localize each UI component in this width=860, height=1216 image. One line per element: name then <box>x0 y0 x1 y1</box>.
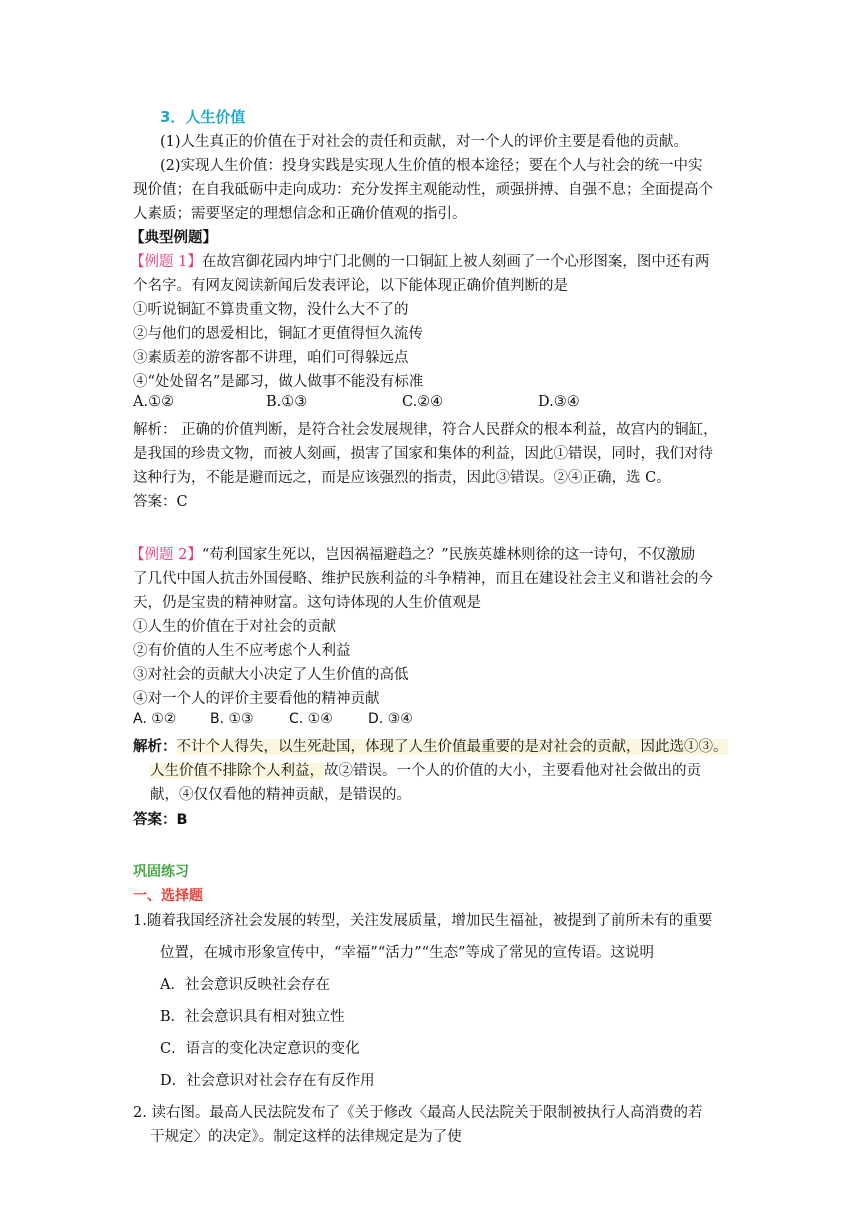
example2-item-2: ②有价值的人生不应考虑个人利益 <box>133 643 351 659</box>
section-title: 3．人生价值 <box>160 108 246 126</box>
example2-item-4: ④对一个人的评价主要看他的精神贡献 <box>133 691 380 707</box>
example1-label: 【例题 1】 <box>130 254 202 270</box>
example2-option-b: B. ①③ <box>210 711 254 727</box>
example2-options <box>133 711 413 727</box>
practice-subheading: 一、选择题 <box>133 888 203 904</box>
example1-analysis-line1: 解析： 正确的价值判断，是符合社会发展规律，符合人民群众的根本利益，故宫内的铜缸， <box>133 422 718 438</box>
example2-answer-value: B <box>176 812 188 828</box>
example2-answer <box>133 808 188 829</box>
paragraph-1: (1)人生真正的价值在于对社会的责任和贡献，对一个人的评价主要是看他的贡献。 <box>160 134 689 150</box>
q1-line1: 1.随着我国经济社会发展的转型，关注发展质量，增加民生福祉，被提到了前所未有的重要 <box>133 913 713 929</box>
example1-analysis-line2: 是我国的珍贵文物，而被人刻画，损害了国家和集体的利益，因此①错误，同时，我们对待 <box>133 446 713 462</box>
example1-answer: 答案：C <box>133 494 188 510</box>
example2-item-3: ③对社会的贡献大小决定了人生价值的高低 <box>133 667 409 683</box>
q2-line2: 干规定〉的决定》。制定这样的法律规定是为了使 <box>150 1129 462 1145</box>
example2-option-a: A. ①② <box>133 711 177 727</box>
q1-option-d: D．社会意识对社会存在有反作用 <box>160 1073 375 1089</box>
example2-label: 【例题 2】 <box>130 547 202 563</box>
q1-option-b: B．社会意识具有相对独立性 <box>160 1009 345 1025</box>
example1-analysis-line3: 这种行为，不能是避而远之，而是应该强烈的指责，因此③错误。②④正确，选 C。 <box>133 470 671 486</box>
example2-option-d: D. ③④ <box>368 711 413 727</box>
example2-option-c: C. ①④ <box>289 711 333 727</box>
example1-item-1: ①听说铜缸不算贵重文物，没什么大不了的 <box>133 302 409 318</box>
q2-line1: 2. 读右图。最高人民法院发布了《关于修改〈最高人民法院关于限制被执行人高消费的若 <box>133 1105 703 1121</box>
example2-question-line3: 天，仍是宝贵的精神财富。这句诗体现的人生价值观是 <box>133 595 481 611</box>
example2-analysis-label: 解析： <box>133 739 177 755</box>
example2-item-1: ①人生的价值在于对社会的贡献 <box>133 619 336 635</box>
example1-option-a: A.①② <box>133 394 175 410</box>
paragraph-2-line3: 人素质；需要坚定的理想信念和正确价值观的指引。 <box>133 206 467 222</box>
example1-item-2: ②与他们的恩爱相比，铜缸才更值得恒久流传 <box>133 326 423 342</box>
example1-option-c: C.②④ <box>402 394 444 410</box>
q1-option-a: A．社会意识反映社会存在 <box>160 977 330 993</box>
example2-analysis-line2 <box>150 759 701 780</box>
example2-question-line2: 了几代中国人抗击外国侵略、维护民族利益的斗争精神，而且在建设社会主义和谐社会的今 <box>133 571 713 587</box>
example1-item-3: ③素质差的游客都不讲理，咱们可得躲远点 <box>133 350 409 366</box>
example2-answer-label: 答案： <box>133 812 177 828</box>
example1-option-b: B.①③ <box>266 394 308 410</box>
example1-question-line1 <box>130 250 709 271</box>
paragraph-2-line1: (2)实现人生价值：投身实践是实现人生价值的根本途径；要在个人与社会的统一中实 <box>160 158 703 174</box>
q1-line2: 位置，在城市形象宣传中，“幸福”“活力”“生态”等成了常见的宣传语。这说明 <box>160 945 654 961</box>
example2-analysis-text2: 故②错误。一个人的价值的大小，主要看他对社会做出的贡 <box>324 763 701 779</box>
examples-heading: 【典型例题】 <box>130 229 217 246</box>
example2-analysis-text1: 不计个人得失，以生死赴国，体现了人生价值最重要的是对社会的贡献，因此选①③。 <box>176 739 728 755</box>
example2-question-line1 <box>130 543 695 564</box>
example2-question-text1: “苟利国家生死以，岂因祸福避趋之？”民族英雄林则徐的这一诗句，不仅激励 <box>201 547 696 563</box>
example1-option-d: D.③④ <box>538 394 580 410</box>
example2-analysis-highlight: 人生价值不排除个人利益， <box>150 763 324 779</box>
example2-analysis-line1 <box>133 735 728 756</box>
example1-question-line2: 个名字。有网友阅读新闻后发表评论，以下能体现正确价值判断的是 <box>133 278 568 294</box>
q1-option-c: C．语言的变化决定意识的变化 <box>160 1041 360 1057</box>
paragraph-2-line2: 现价值；在自我砥砺中走向成功：充分发挥主观能动性，顽强拼搏、自强不息；全面提高个 <box>133 182 713 198</box>
example2-analysis-line3: 献，④仅仅看他的精神贡献，是错误的。 <box>150 787 411 803</box>
practice-heading: 巩固练习 <box>133 864 189 880</box>
example1-item-4: ④“处处留名”是鄙习，做人做事不能没有标准 <box>133 374 424 390</box>
example1-question-text1: 在故宫御花园内坤宁门北侧的一口铜缸上被人刻画了一个心形图案，图中还有两 <box>201 254 710 270</box>
